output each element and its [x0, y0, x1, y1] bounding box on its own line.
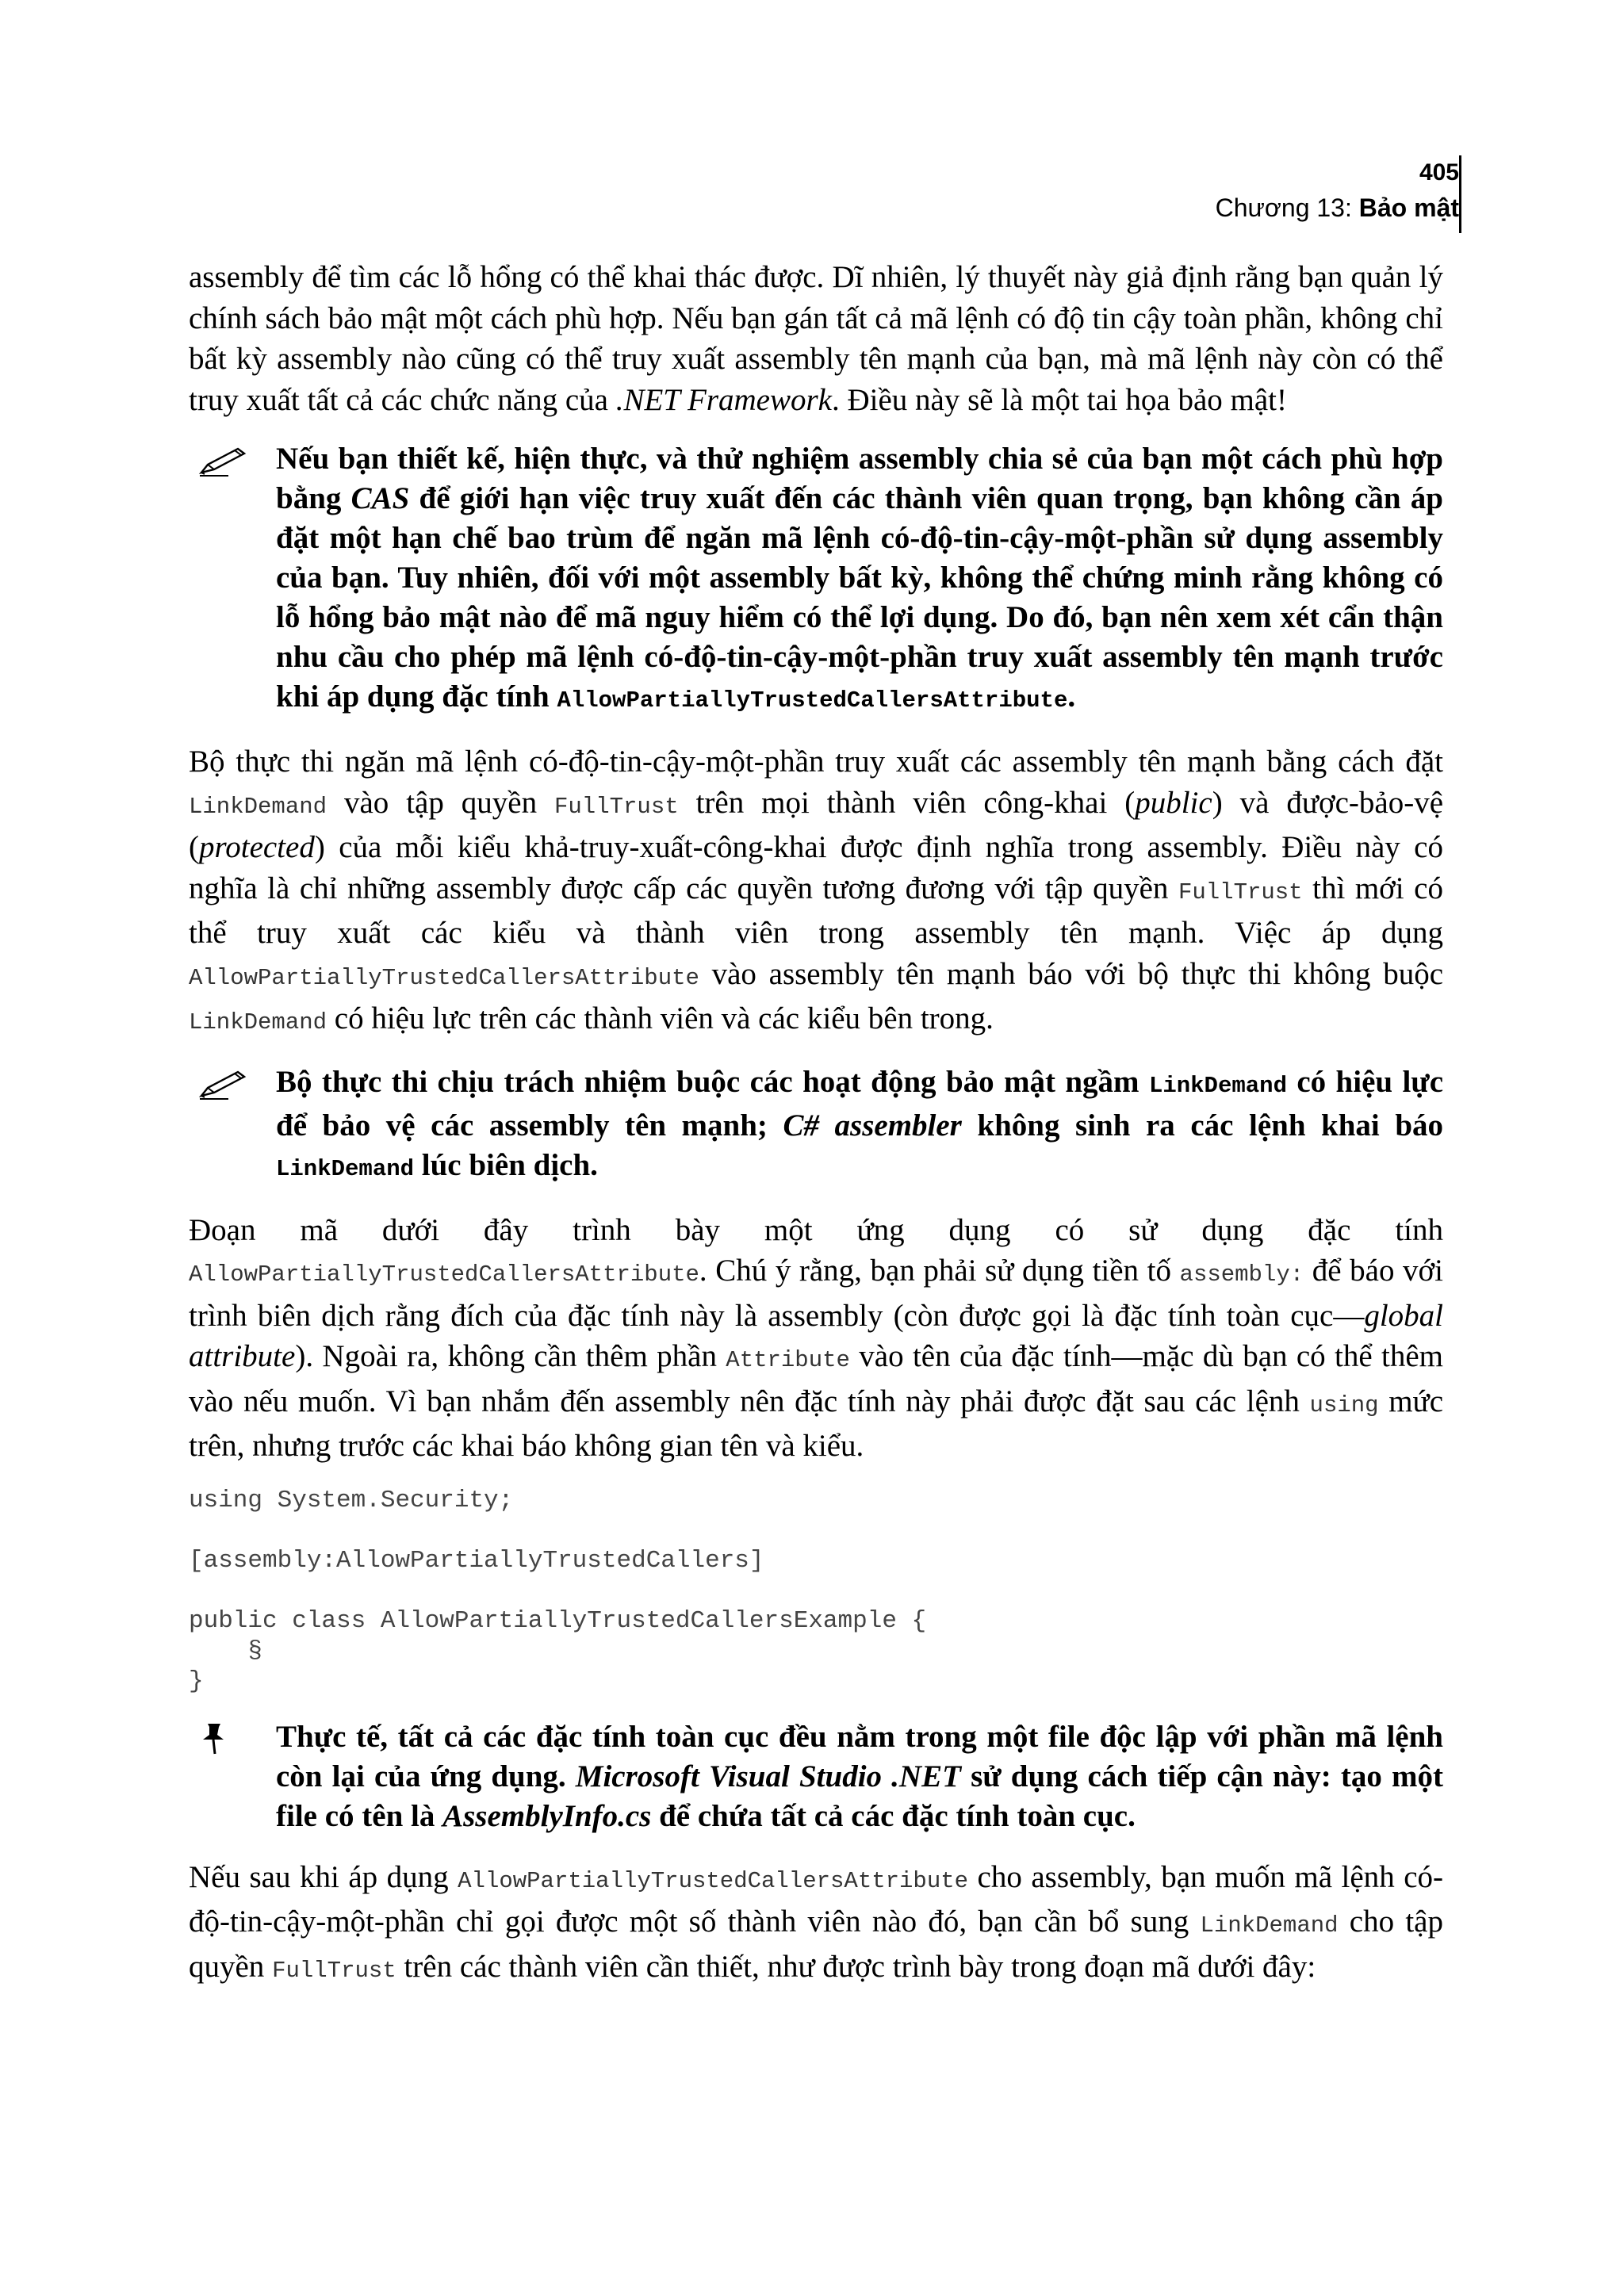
paragraph-1 [189, 257, 1443, 420]
text: để giới hạn việc truy xuất đến các thành viên quan trọng, bạn không cần áp đặt một hạn chế bao trùm để ngăn mã lệnh có-độ-tin-cậy-một-phần sử dụng assembly của bạn. Tuy nhiên, đối với một assembly bất kỳ, không thể chứng minh rằng không có lỗ hổng bảo mật nào để mã nguy hiểm có thể lợi dụng. Do đó, bạn nên xem xét cẩn thận nhu cầu cho phép mã lệnh có-độ-tin-cậy-một-phần truy xuất assembly tên mạnh trước khi áp dụng đặc tính [276, 481, 1443, 714]
text: ) và được-bảo-vệ ( [189, 785, 1444, 864]
note-3-text [276, 1717, 1443, 1836]
text: ) của mỗi kiểu khả-truy-xuất-công-khai được định nghĩa trong assembly. Điều này có nghĩa là chỉ những assembly được cấp các quyền tương đương với tập quyền [189, 830, 1443, 905]
text: để chứa tất cả các đặc tính toàn cục. [651, 1798, 1136, 1833]
code-term: LinkDemand [1148, 1072, 1287, 1099]
emphasis: CAS [350, 481, 410, 515]
text: vào tập quyền [327, 785, 554, 820]
text: . Chú ý rằng, bạn phải sử dụng tiền tố [699, 1254, 1180, 1288]
paragraph-4 [189, 1857, 1443, 1992]
code-line: } [189, 1667, 204, 1695]
text: Thực tế, tất cả các đặc tính toàn cục đều nằm trong một file độc lập với phần mã lệnh còn lại của ứng dụng. [276, 1719, 1443, 1793]
note-1 [189, 439, 1443, 721]
text: trên các thành viên cần thiết, như được trình bày trong đoạn mã dưới đây: [396, 1949, 1316, 1984]
text: lúc biên dịch. [414, 1147, 598, 1182]
text: cho tập quyền [189, 1904, 1443, 1984]
pushpin-icon [197, 1721, 252, 1755]
code-term: Attribute [726, 1347, 850, 1373]
code-term: LinkDemand [276, 1155, 415, 1182]
text: có hiệu lực trên các thành viên và các kiểu bên trong. [327, 1001, 994, 1035]
emphasis: Microsoft Visual Studio .NET [575, 1759, 961, 1793]
code-term: LinkDemand [189, 793, 327, 820]
text: sử dụng cách tiếp cận này: tạo một file có tên là [276, 1759, 1443, 1833]
text: vào assembly tên mạnh báo với bộ thực thi không buộc [699, 956, 1443, 991]
header-rule [1459, 155, 1461, 233]
text: . Điều này sẽ là một tai họa bảo mật! [831, 382, 1287, 417]
code-term: assembly: [1179, 1261, 1304, 1288]
code-term: AllowPartiallyTrustedCallersAttribute [557, 687, 1068, 714]
text: Nếu sau khi áp dụng [189, 1859, 458, 1894]
text: Đoạn mã dưới đây trình bày một ứng dụng có sử dụng đặc tính [189, 1212, 1443, 1247]
code-block [189, 1486, 1443, 1697]
text: mức trên, nhưng trước các khai báo không gian tên và kiểu. [189, 1384, 1444, 1463]
text: vào tên của đặc tính—mặc dù bạn có thể thêm vào nếu muốn. Vì bạn nhắm đến assembly nên đặc tính này phải được đặt sau các lệnh [189, 1339, 1443, 1418]
text: thì mới có thể truy xuất các kiểu và thành viên trong assembly tên mạnh. Việc áp dụng [189, 871, 1443, 950]
text: Bộ thực thi ngăn mã lệnh có-độ-tin-cậy-một-phần truy xuất các assembly tên mạnh bằng cách đặt [189, 745, 1443, 779]
code-term: AllowPartiallyTrustedCallersAttribute [458, 1867, 969, 1894]
emphasis: AssemblyInfo.cs [442, 1798, 652, 1833]
page-content [189, 257, 1443, 2010]
code-line: public class AllowPartiallyTrustedCallersExample { [189, 1606, 927, 1635]
page-number: 405 [1419, 159, 1459, 186]
text: Nếu bạn thiết kế, hiện thực, và thử nghiệm assembly chia sẻ của bạn một cách phù hợp bằng [276, 442, 1443, 515]
code-term: FullTrust [554, 793, 679, 820]
code-term: FullTrust [1178, 879, 1303, 905]
text: assembly để tìm các lỗ hổng có thể khai thác được. Dĩ nhiên, lý thuyết này giả định rằng bạn quản lý chính sách bảo mật một cách phù hợp. Nếu bạn gán tất cả mã lệnh có độ tin cậy toàn phần, không chỉ bất kỳ assembly nào cũng có thể truy xuất assembly tên mạnh của bạn, mà mã lệnh này còn có thể truy xuất tất cả các chức năng của [189, 260, 1443, 417]
code-term: LinkDemand [1200, 1912, 1339, 1939]
code-term: LinkDemand [189, 1009, 327, 1035]
chapter-heading [983, 190, 1459, 225]
text: để báo với trình biên dịch rằng đích của đặc tính này là assembly (còn được gọi là đặc tính toàn cục— [189, 1254, 1443, 1333]
paragraph-2 [189, 741, 1443, 1043]
chapter-title: Bảo mật [1358, 193, 1459, 222]
pencil-icon [197, 1066, 252, 1101]
code-term: AllowPartiallyTrustedCallersAttribute [189, 1261, 699, 1288]
emphasis: protected [199, 830, 315, 864]
text: có hiệu lực để bảo vệ các assembly tên mạnh; [276, 1064, 1443, 1143]
note-2-text [276, 1062, 1443, 1189]
code-term: using [1309, 1391, 1379, 1418]
code-line: [assembly:AllowPartiallyTrustedCallers] [189, 1546, 764, 1575]
chapter-label: Chương 13: [1215, 193, 1352, 222]
code-line: § [189, 1636, 263, 1665]
emphasis: C# assembler [783, 1108, 962, 1143]
emphasis: public [1135, 785, 1212, 820]
text: ). Ngoài ra, không cần thêm phần [295, 1339, 726, 1373]
text: không sinh ra các lệnh khai báo [961, 1108, 1444, 1143]
note-3 [189, 1717, 1443, 1836]
text: cho assembly, bạn muốn mã lệnh có-độ-tin-cậy-một-phần chỉ gọi được một số thành viên nào đó, bạn cần bổ sung [189, 1859, 1443, 1939]
text: . [1067, 679, 1076, 714]
note-2 [189, 1062, 1443, 1189]
code-term: AllowPartiallyTrustedCallersAttribute [189, 964, 699, 991]
code-line: using System.Security; [189, 1486, 514, 1514]
paragraph-3 [189, 1210, 1443, 1467]
code-term: FullTrust [272, 1957, 396, 1984]
note-1-text [276, 439, 1443, 721]
emphasis: global attribute [189, 1298, 1443, 1373]
running-header [983, 155, 1459, 225]
pencil-icon [197, 442, 252, 477]
emphasis: .NET Framework [615, 382, 832, 417]
text: trên mọi thành viên công-khai ( [678, 785, 1136, 820]
text: Bộ thực thi chịu trách nhiệm buộc các hoạt động bảo mật ngầm [276, 1064, 1149, 1099]
